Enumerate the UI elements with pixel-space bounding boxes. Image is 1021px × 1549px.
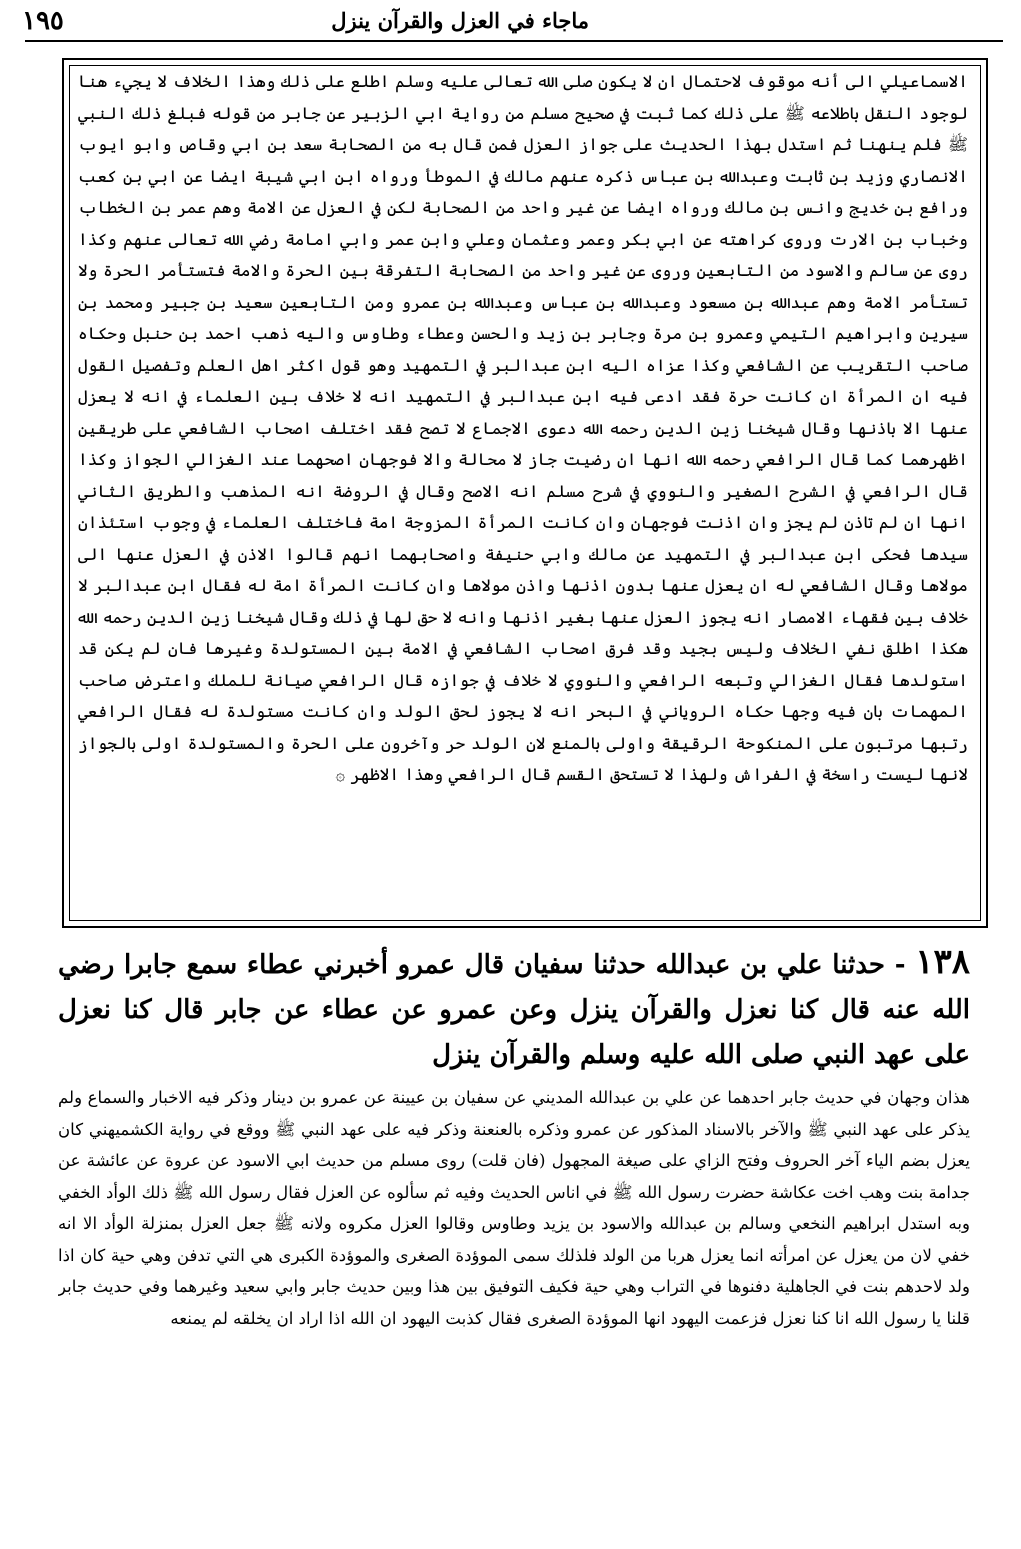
explanation-text-block [58, 1082, 970, 1522]
running-title: ماجاء في العزل والقرآن ينزل [331, 8, 589, 33]
header-rule [25, 40, 1003, 42]
page-number: ١٩٥ [22, 6, 64, 36]
hadith-text: حدثنا علي بن عبدالله حدثنا سفيان قال عمرو أخبرني عطاء سمع جابرا رضي الله عنه قال كنا نعزل والقرآن ينزل وعن عمرو عن عطاء عن جابر قال كنا نعزل على عهد النبي صلى الله عليه وسلم والقرآن ينزل [58, 950, 970, 1070]
explanation-paragraph: هذان وجهان في حديث جابر احدهما عن علي بن عبدالله المديني عن سفيان بن عيينة عن عمرو بن دينار وذكر فيه الاخبار والسماع ولم يذكر على عهد النبي ﷺ والآخر بالاسناد المذكور عن عمرو وذكره بالعنعنة وذكر فيه على عهد النبي ﷺ ووقع في رواية الكشميهني كان يعزل بضم الياء آخر الحروف وفتح الزاي على صيغة المجهول (فان قلت) روى مسلم من حديث ابي الاسود عن عروة عن عائشة عن جدامة بنت وهب اخت عكاشة حضرت رسول الله ﷺ في اناس الحديث وفيه ثم سألوه عن العزل فقال رسول الله ﷺ ذلك الوأد الخفي وبه استدل ابراهيم النخعي وسالم بن عبدالله والاسود بن يزيد وطاوس وقالوا العزل مكروه ولانه ﷺ جعل العزل بمنزلة الوأد الا انه خفي لان من يعزل عن امرأته انما يعزل هربا من الولد فلذلك سمى الموؤدة الصغرى والموؤدة الكبرى هي التي تدفن وهي حية كان اذا ولد لاحدهم بنت في الجاهلية دفنوها في التراب وهي حية فكيف التوفيق بين هذا وبين حديث جابر وابي سعيد وغيرهما وفي حديث جابر قلنا يا رسول الله انا كنا نعزل فزعمت اليهود انها الموؤدة الصغرى فقال كذبت اليهود ان الله اذا اراد ان يخلقه لم يمنعه [58, 1088, 970, 1328]
commentary-paragraph: الاسماعيلي الى أنه موقوف لاحتمال ان لا يكون صلى الله تعالى عليه وسلم اطلع على ذلك وهذا الخلاف لا يجيء هنا لوجود النقل باطلاعه ﷺ على ذلك كما ثبت في صحيح مسلم من رواية ابي الزبير عن جابر من قوله فبلغ ذلك النبي ﷺ فلم ينهنا ثم استدل بهذا الحديث على جواز العزل فمن قال به من الصحابة سعد بن ابي وقاص وابو ايوب الانصاري وزيد بن ثابت وعبدالله بن عباس ذكره عنهم مالك في الموطأ ورواه ابن ابي شيبة ايضا عن ابي بن كعب ورافع بن خديج وانس بن مالك ورواه ايضا عن غير واحد من الصحابة لكن في العزل عن الامة وهم عمر بن الخطاب وخباب بن الارت وروى كراهته عن ابي بكر وعمر وعثمان وعلي وابن عمر وابي امامة رضي الله تعالى عنهم وكذا روى عن سالم والاسود من التابعين وروى عن غير واحد من الصحابة التفرقة بين الحرة والامة فتستأمر الحرة ولا تستأمر الامة وهم عبدالله بن مسعود وعبدالله بن عباس وعبدالله بن عمرو ومن التابعين سعيد بن جبير ومحمد بن سيرين وابراهيم التيمي وعمرو بن مرة وجابر بن زيد والحسن وعطاء وطاوس واليه ذهب احمد بن حنبل وحكاه صاحب التقريب عن الشافعي وكذا عزاه اليه ابن عبدالبر في التمهيد وهو قول اكثر اهل العلم وتفصيل القول فيه ان المرأة ان كانت حرة فقد ادعى فيه ابن عبدالبر في التمهيد انه لا خلاف بين العلماء في انه لا يعزل عنها الا باذنها وقال شيخنا زين الدين رحمه الله دعوى الاجماع لا تصح فقد اختلف اصحاب الشافعي على طريقين اظهرهما كما قال الرافعي رحمه الله انها ان رضيت جاز لا محالة والا فوجهان اصحهما عند الغزالي الجواز وكذا قال الرافعي في الشرح الصغير والنووي في شرح مسلم انه الاصح وقال في الروضة انه المذهب والطريق الثاني انها ان لم تاذن لم يجز وان اذنت فوجهان وان كانت المرأة المزوجة امة فاختلف العلماء في وجوب استئذان سيدها فحكى ابن عبدالبر في التمهيد عن مالك وابي حنيفة واصحابهما انهم قالوا الاذن في العزل عنها الى مولاها وقال الشافعي له ان يعزل عنها بدون اذنها واذن مولاها وان كانت المرأة امة له فقال ابن عبدالبر لا خلاف بين فقهاء الامصار انه يجوز العزل عنها بغير اذنها وانه لا حق لها في ذلك وقال شيخنا زين الدين رحمه الله هكذا اطلق نفي الخلاف وليس بجيد وقد فرق اصحاب الشافعي في الامة بين المستولدة وغيرها فان لم يكن قد استولدها فقال الغزالي وتبعه الرافعي والنووي لا خلاف في جوازه قال الرافعي صيانة للملك واعترض صاحب المهمات بان فيه وجها حكاه الروياني في البحر انه لا يجوز لحق الولد وان كانت مستولدة له فقال الرافعي رتبها مرتبون على المنكوحة الرقيقة واولى بالمنع لان الولد حر وآخرون على الحرة والمستولدة اولى بالجواز لانها ليست راسخة في الفراش ولهذا لا تستحق القسم قال الرافعي وهذا الاظهر ۞ [78, 72, 968, 784]
page-header [22, 4, 961, 40]
hadith-separator: - [885, 950, 906, 980]
hadith-paragraph [58, 940, 970, 1075]
hadith-number: ١٣٨ [915, 942, 970, 982]
hadith-block [58, 940, 970, 1075]
commentary-text-block [78, 66, 968, 926]
